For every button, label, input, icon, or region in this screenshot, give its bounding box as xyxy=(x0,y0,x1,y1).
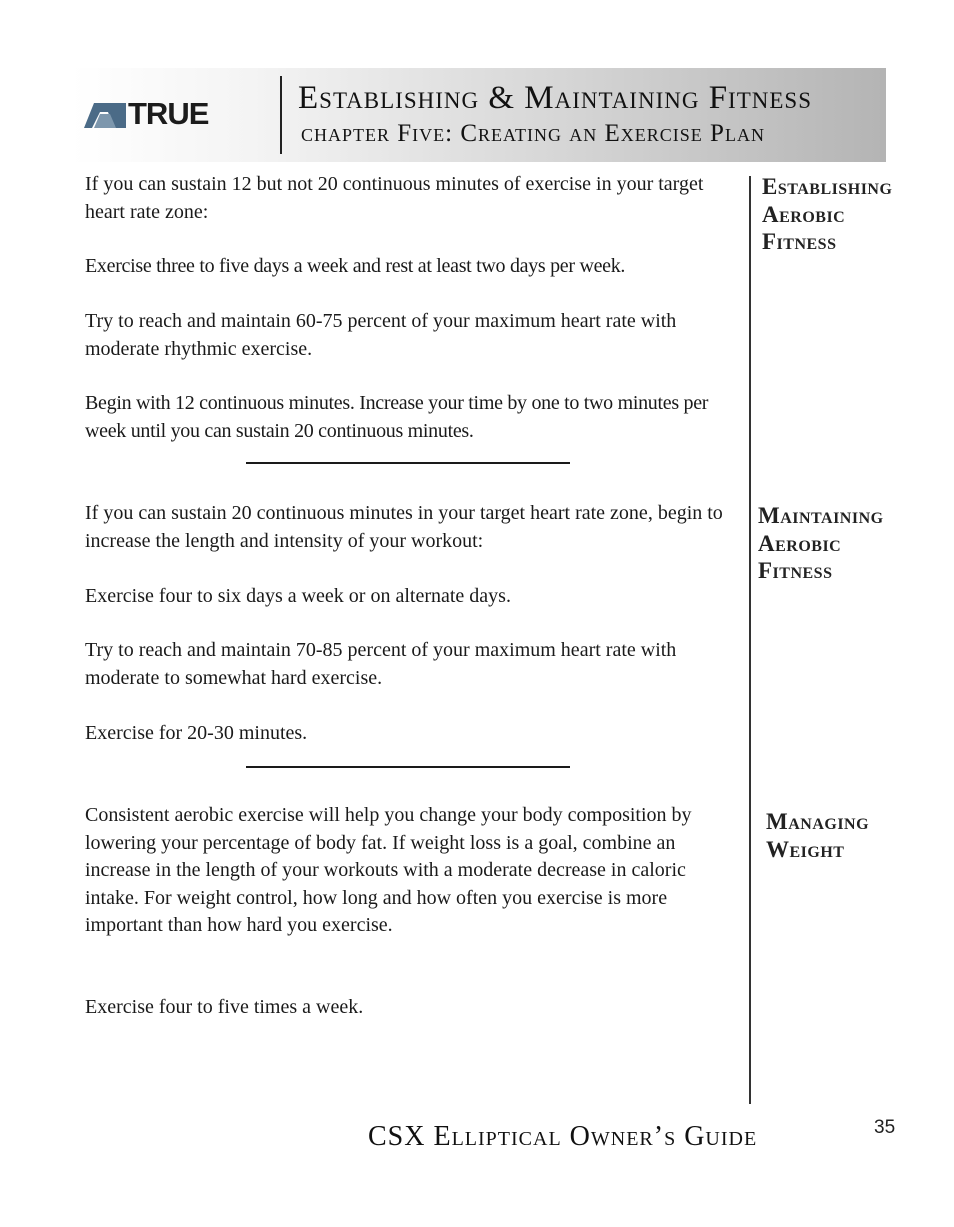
section-1-paragraph-3: Try to reach and maintain 60-75 percent of your maximum heart rate with moderate rhythmic exercise. xyxy=(85,310,677,360)
header-divider xyxy=(280,76,282,154)
page-number: 35 xyxy=(874,1117,896,1138)
sidebar-heading-managing-weight xyxy=(766,808,954,863)
sidebar-heading-line: Establishing xyxy=(762,174,893,199)
true-logo-mark-icon xyxy=(84,102,128,128)
sidebar-heading-line: Weight xyxy=(766,836,845,862)
sidebar-divider xyxy=(749,176,751,1104)
section-divider-2 xyxy=(246,766,570,768)
chapter-header xyxy=(72,68,886,162)
section-3-paragraph-1: Consistent aerobic exercise will help you change your body composition by lowering your percentage of body fat. If weight loss is a goal, combine an increase in the length of your workouts with a moderate decrease in caloric intake. For weight control, how long and how often you exercise is more important than how hard you exercise. xyxy=(85,804,692,936)
footer-title: CSX Elliptical Owner’s Guide xyxy=(368,1121,758,1152)
section-2-paragraph-1: If you can sustain 20 continuous minutes in your target heart rate zone, begin to increase the length and intensity of your workout: xyxy=(85,502,723,552)
chapter-subtitle: chapter Five: Creating an Exercise Plan xyxy=(301,120,765,147)
sidebar-heading-line: Fitness xyxy=(762,229,837,254)
sidebar-heading-establishing-aerobic-fitness xyxy=(762,173,952,256)
true-logo xyxy=(84,96,254,131)
section-3-paragraph-2: Exercise four to five times a week. xyxy=(85,996,364,1018)
section-2-paragraph-2: Exercise four to six days a week or on alternate days. xyxy=(85,585,511,607)
section-2-paragraph-4: Exercise for 20-30 minutes. xyxy=(85,722,308,744)
sidebar-heading-line: Maintaining xyxy=(758,503,884,528)
section-2-paragraph-3: Try to reach and maintain 70-85 percent of your maximum heart rate with moderate to somewhat hard exercise. xyxy=(85,639,677,689)
sidebar-heading-line: Managing xyxy=(766,809,870,834)
sidebar-heading-line: Aerobic xyxy=(758,530,842,556)
section-1-paragraph-2: Exercise three to five days a week and rest at least two days per week. xyxy=(85,255,626,277)
section-1-paragraph-1: If you can sustain 12 but not 20 continuous minutes of exercise in your target heart rate zone: xyxy=(85,173,704,223)
section-divider-1 xyxy=(246,462,570,464)
true-logo-text: TRUE xyxy=(128,96,209,131)
sidebar-heading-maintaining-aerobic-fitness xyxy=(758,502,948,585)
page-title: Establishing & Maintaining Fitness xyxy=(298,80,813,116)
sidebar-heading-line: Fitness xyxy=(758,558,833,583)
section-1-paragraph-4: Begin with 12 continuous minutes. Increase your time by one to two minutes per week until you can sustain 20 continuous minutes. xyxy=(85,392,709,442)
sidebar-heading-line: Aerobic xyxy=(762,201,846,227)
